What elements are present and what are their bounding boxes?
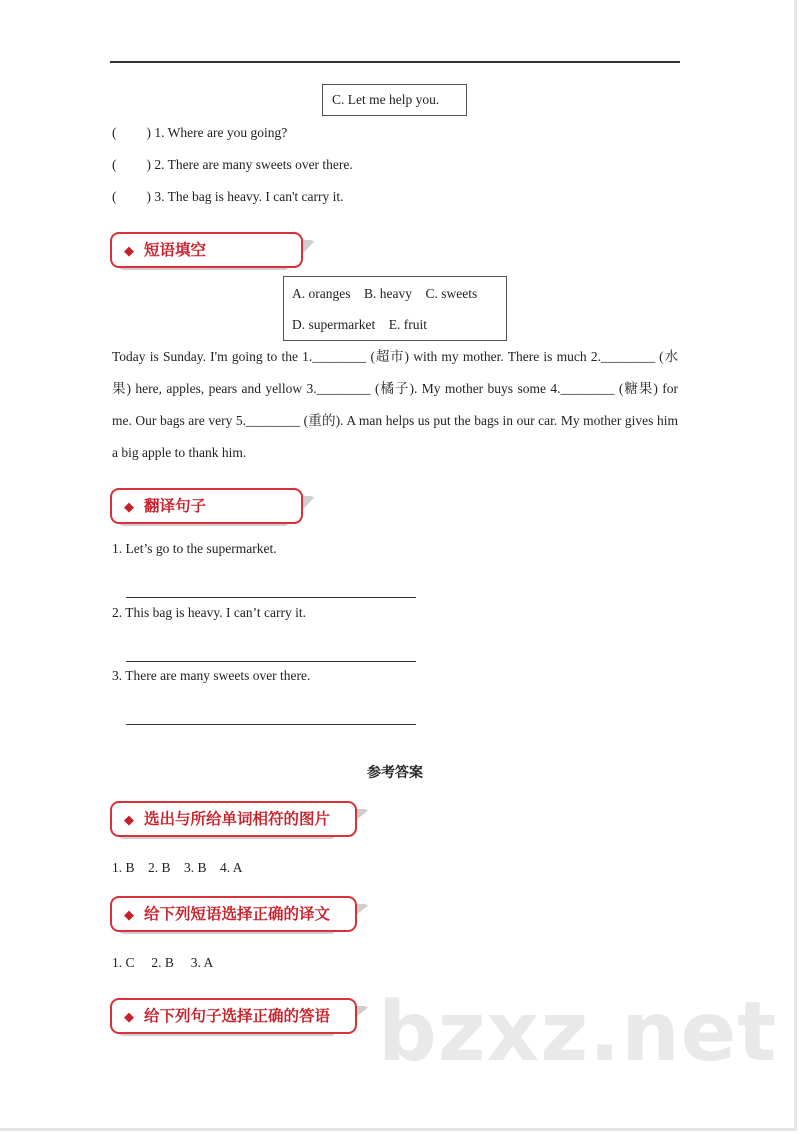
word-bank-line-1: A. oranges B. heavy C. sweets <box>292 286 478 301</box>
section-title: 翻译句子 <box>144 497 207 515</box>
word-bank-line-2: D. supermarket E. fruit <box>292 317 427 332</box>
answer-section-2 <box>110 896 370 934</box>
question-text: 1. Where are you going? <box>154 125 288 140</box>
answer-line-3[interactable] <box>126 712 416 730</box>
section-title: 短语填空 <box>144 241 207 259</box>
cloze-passage: Today is Sunday. I'm going to the 1.________ (超市) with my mother. There is much 2.________ (水果) here, apples, pears and yellow 3.________ (橘子). My mother buys some 4.________ (糖果) for me. Our bags are very 5.________ (重的). A man helps us put the bags in our car. My mother gives him a big apple to thank him. <box>112 349 678 460</box>
answer-text-1: 1. B 2. B 3. B 4. A <box>112 860 243 875</box>
header-rule <box>110 61 680 63</box>
diamond-icon: ◆ <box>124 244 134 259</box>
section-phrase-fill <box>110 232 316 270</box>
section-title: 给下列句子选择正确的答语 <box>144 1007 331 1025</box>
section-title: 选出与所给单词相符的图片 <box>144 810 331 828</box>
paren-open: ( <box>112 189 117 204</box>
paren-close: ) <box>146 125 151 140</box>
option-box <box>322 84 467 116</box>
answer-key-title: 参考答案 <box>367 765 423 781</box>
diamond-icon: ◆ <box>124 500 134 515</box>
translate-item-2: 2. This bag is heavy. I can’t carry it. <box>112 605 306 620</box>
diamond-icon: ◆ <box>124 1010 134 1025</box>
watermark: bzxz.net <box>378 985 778 1080</box>
paren-close: ) <box>146 189 151 204</box>
question-text: 2. There are many sweets over there. <box>154 157 353 172</box>
diamond-icon: ◆ <box>124 908 134 923</box>
word-bank-box <box>283 276 507 341</box>
answer-section-1 <box>110 801 370 839</box>
paren-open: ( <box>112 157 117 172</box>
section-heading <box>110 488 303 524</box>
section-heading <box>110 896 357 932</box>
section-translate <box>110 488 316 526</box>
question-text: 3. The bag is heavy. I can't carry it. <box>154 189 344 204</box>
section-heading <box>110 232 303 268</box>
answer-text-2: 1. C 2. B 3. A <box>112 955 214 970</box>
paren-close: ) <box>146 157 151 172</box>
question-3 <box>112 189 344 205</box>
section-heading <box>110 801 357 837</box>
question-2 <box>112 157 353 173</box>
answer-line-1[interactable] <box>126 585 416 603</box>
diamond-icon: ◆ <box>124 813 134 828</box>
question-1 <box>112 125 287 141</box>
translate-item-1: 1. Let’s go to the supermarket. <box>112 541 277 556</box>
section-title: 给下列短语选择正确的译文 <box>144 905 331 923</box>
paren-open: ( <box>112 125 117 140</box>
section-heading <box>110 998 357 1034</box>
answer-line-2[interactable] <box>126 649 416 667</box>
answer-section-3 <box>110 998 370 1036</box>
translate-item-3: 3. There are many sweets over there. <box>112 668 311 683</box>
option-c: C. Let me help you. <box>332 92 440 107</box>
